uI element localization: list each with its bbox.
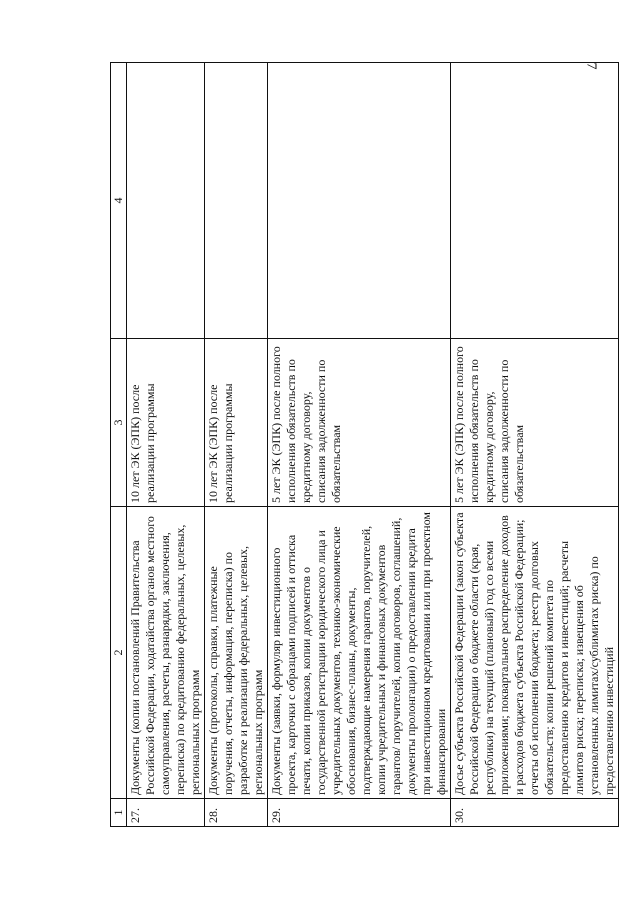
- document-table-wrapper: [110, 62, 616, 827]
- row-number: 27.: [127, 799, 205, 827]
- retention-term: 5 лет ЭК (ЭПК) после полного исполнения обязательств по кредитному договору, списания задолженности по обязательствам: [451, 339, 619, 507]
- note-cell: [268, 63, 451, 339]
- document-description: Документы (копии постановлений Правительства Российской Федерации, ходатайства органов местного самоуправления, расчеты, разнарядки, заключения, переписка) по кредитованию федеральных, целевых, региональных программ: [127, 507, 205, 799]
- records-retention-table: [110, 62, 619, 827]
- note-cell: [127, 63, 205, 339]
- note-cell: [451, 63, 619, 339]
- document-description: Документы (протоколы, справки, платежные поручения, отчеты, информация, переписка) по разработке и реализации федеральных, целевых, региональных программ: [205, 507, 268, 799]
- row-number: 29.: [268, 799, 451, 827]
- table-row: [451, 63, 619, 827]
- note-cell: [205, 63, 268, 339]
- header-col-4: 4: [111, 63, 127, 339]
- row-number: 30.: [451, 799, 619, 827]
- page-number: 7: [583, 62, 599, 70]
- table-row: [205, 63, 268, 827]
- header-row: [111, 63, 127, 827]
- table-row: [268, 63, 451, 827]
- table-row: [127, 63, 205, 827]
- rotated-table-container: [110, 62, 616, 827]
- retention-term: 10 лет ЭК (ЭПК) после реализации программы: [205, 339, 268, 507]
- document-description: Досье субъекта Российской Федерации (закон субъекта Российской Федерации о бюджете области (края, республики) на текущий (плановый) год со всеми приложениями; поквартальное распределение доходов и расходов бюджета субъекта Российской Федерации; отчеты об исполнении бюджета; реестр долговых обязательств; копии решений комитета по предоставлению кредитов и инвестиций; расчеты лимитов риска; переписка; извещения об установленных лимитах/сублимитах риска) по предоставлению инвестиций: [451, 507, 619, 799]
- header-col-3: 3: [111, 339, 127, 507]
- retention-term: 10 лет ЭК (ЭПК) после реализации программы: [127, 339, 205, 507]
- header-col-1: 1: [111, 799, 127, 827]
- document-description: Документы (заявки, формуляр инвестиционного проекта, карточки с образцами подписей и оттиска печати, копии приказов, копии документов о государственной регистрации юридического лица и учредительных документов, технико-экономические обоснования, бизнес-планы, документы, подтверждающие намерения гарантов, поручителей, копии учредительных и финансовых документов гарантов/ поручителей, копии договоров, соглашений, документы пролонгации) о предоставлении кредита при инвестиционном кредитовании или при проектном финансировании: [268, 507, 451, 799]
- row-number: 28.: [205, 799, 268, 827]
- header-col-2: 2: [111, 507, 127, 799]
- retention-term: 5 лет ЭК (ЭПК) после полного исполнения обязательств по кредитному договору, списания задолженности по обязательствам: [268, 339, 451, 507]
